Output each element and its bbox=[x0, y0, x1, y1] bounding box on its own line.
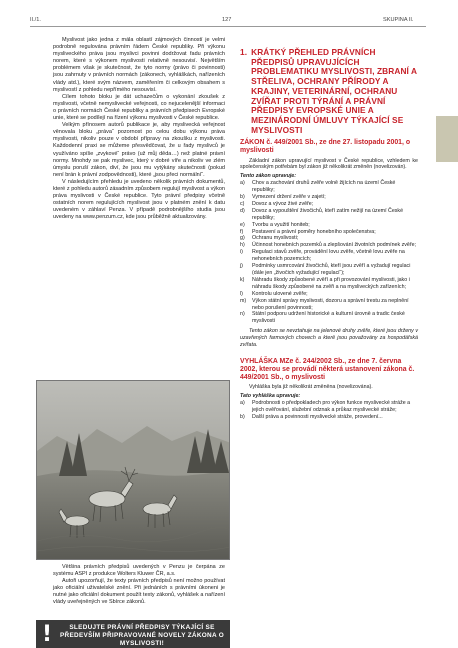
page-number: 127 bbox=[222, 17, 232, 23]
list-item-text: Ochranu myslivosti; bbox=[252, 235, 299, 242]
law-scope-label: Tento zákon upravuje: bbox=[240, 173, 297, 180]
list-item-letter: g) bbox=[240, 235, 245, 242]
list-item-letter: k) bbox=[240, 276, 245, 283]
engraving-image bbox=[37, 381, 230, 560]
decree-scope-list bbox=[240, 400, 418, 421]
list-item-letter: c) bbox=[240, 200, 245, 207]
law-scope-list bbox=[240, 180, 418, 325]
list-item-letter: j) bbox=[240, 263, 243, 270]
list-item bbox=[240, 400, 418, 414]
list-item-text: Státní podporu udržení historické a kulturní úrovně a tradic české myslivosti bbox=[252, 311, 405, 325]
source-notes bbox=[53, 564, 225, 607]
list-item-letter: l) bbox=[240, 290, 243, 297]
list-item bbox=[240, 291, 418, 298]
deer-relief-illustration bbox=[36, 380, 230, 560]
section-title-text: KRÁTKÝ PŘEHLED PRÁVNÍCH PŘEDPISŮ UPRAVUJÍCÍCH PROBLEMATIKU MYSLIVOSTI, ZBRANÍ A STŘELIVA, OCHRANY PŘÍRODY A KRAJINY, VETERINÁRNÍ, OCHRANU ZVÍŘAT PROTI TÝRÁNÍ A PRÁVNÍ PŘEDPISY EVROPSKÉ UNIE A MEZINÁRODNÍ ÚMLUVY TÝKAJÍCÍ SE MYSLIVOSTI bbox=[251, 47, 417, 135]
list-item-text: Regulaci stavů zvěře, provádění lovu zvěře, včetně lovu zvěře na nehonebních pozemcích; bbox=[252, 249, 405, 263]
disclaimer-paragraph: Autoři upozorňují, že texty právních předpisů není možno používat jako oficiální uživatelské znění. Při jednáních s právními úkoneni je nutné jako oficiální dokument použít texty zákonů, vyhlášek a nařízení vlády uveřejněných ve Sbírce zákonů. bbox=[53, 578, 225, 606]
list-item-text: Účinnost honebních pozemků a zlepšování životních podmínek zvěře; bbox=[252, 242, 417, 249]
list-item bbox=[240, 298, 418, 312]
list-item bbox=[240, 201, 418, 208]
list-item-letter: h) bbox=[240, 242, 245, 249]
list-item-text: Náhradu škody způsobené zvěří a při provozování myslivosti, jako i náhradu škody způsobené na zvěři a na mysliveckých zařízeních; bbox=[252, 276, 410, 290]
source-paragraph: Většina právních předpisů uvedených v Penzu je čerpána ze systému ASPI z produkce Wolters Kluwer ČR, a.s. bbox=[53, 564, 225, 578]
decree-heading: VYHLÁŠKA MZe č. 244/2002 Sb., ze dne 7. června 2002, kterou se provádí některá ustanovení zákona č. 449/2001 Sb., o myslivosti bbox=[240, 357, 415, 382]
decree-scope-label: Tato vyhláška upravuje: bbox=[240, 393, 301, 400]
list-item bbox=[240, 277, 418, 291]
law-note: Tento zákon se nevztahuje na jelenové druhy zvěře, které jsou drženy v uzavřených farmových chovech a kterě jsou považovány za hospodářská zvířata. bbox=[240, 328, 418, 349]
law-heading: ZÁKON č. 449/2001 Sb., ze dne 27. listopadu 2001, o myslivosti bbox=[240, 139, 411, 155]
header-group-label: SKUPINA II. bbox=[383, 17, 414, 23]
list-item bbox=[240, 194, 418, 201]
list-item-text: Dovoz a vypouštění živočichů, kteří zatím nežijí na území České republiky; bbox=[252, 207, 404, 221]
list-item-text: Výkon státní správy myslivosti, dozoru a správní trestu za neplnění nebo porušení povinnosti; bbox=[252, 297, 409, 311]
list-item-letter: n) bbox=[240, 311, 245, 318]
header-rule bbox=[30, 26, 426, 27]
intro-paragraph: Velkým přínosem autorů publikace je, aby myslivecká veřejnost věnovala bloku „práva“ pozornost po celou dobu výkonu práva myslivosti, nikoliv pouze v období přípravy na zkoušku z myslivosti. Každodenní praxi se můžeme přesvědčovat, že u řady myslivců je využíváno spíše „zvykové“ právo (už můj děda…) než platné právní normy. Mnohdy se pak myslivec, který v dobré víře a nikoliv ve zlém úmyslu poruší zákon, diví, že jsou mu vytýkány skutečnosti (pokud není brán k právní zodpovědnosti), které „jsou přeci normální“. bbox=[53, 122, 225, 178]
intro-text bbox=[53, 37, 225, 221]
list-item-letter: i) bbox=[240, 249, 243, 256]
list-item-text: Vymezení držení zvěře v zajetí; bbox=[252, 194, 326, 201]
section-number: 1. bbox=[240, 47, 248, 57]
list-item bbox=[240, 249, 418, 263]
intro-paragraph: Cílem tohoto bloku je dát uchazečům o vykonání zkoušek z myslivosti, včetně nemyslivecké veřejnosti, co nejucelenější informaci o právních normách České republiky a právních předpisech Evropské unie, které se podílejí na řízení výkonu myslivosti v České republice. bbox=[53, 93, 225, 122]
list-item-letter: b) bbox=[240, 194, 245, 201]
list-item-text: Postavení a právní pomĕry honebního společenstva; bbox=[252, 228, 376, 235]
legal-overview bbox=[240, 48, 418, 421]
list-item bbox=[240, 222, 418, 229]
list-item bbox=[240, 208, 418, 222]
list-item bbox=[240, 180, 418, 194]
intro-paragraph: V následujícím přehledu je uvedeno několik právních dokumentů, které z pohledu autorů zásadním způsobem regulují myslivost a výkon práva myslivosti v České republice. Tyto právní předpisy včetně ostatních norem regulujících myslivost jsou v platném znění k datu uvedeném v záhlaví Penza. V případě podrobnějšího studia jsou uvedeny na www.penzum.cz, kde jsou průběžně aktualizovány. bbox=[53, 178, 225, 221]
list-item-letter: d) bbox=[240, 207, 245, 214]
decree-description: Vyhláška byla již několikrát změněna (novelizována). bbox=[249, 384, 373, 391]
list-item-text: Další práva a povinnosti myslivecké stráže, provedení... bbox=[252, 413, 383, 420]
exclamation-icon: ! bbox=[42, 622, 53, 647]
list-item-letter: e) bbox=[240, 221, 245, 228]
list-item-text: Podrobnosti o předpokladech pro výkon funkce myslivecké stráže a jejich ověřování, služební odznak a průkaz myslivecké stráže; bbox=[252, 400, 411, 413]
list-item-letter: b) bbox=[240, 413, 245, 420]
list-item-text: Kontrolu ulovené zvěře; bbox=[252, 290, 308, 297]
callout-text: SLEDUJTE PRÁVNÍ PŘEDPISY TÝKAJÍCÍ SE PŘEDEVŠÍM PŘIPRAVOVANÉ NOVELY ZÁKONA O MYSLIVOSTI! bbox=[60, 624, 224, 647]
list-item bbox=[240, 414, 418, 421]
list-item bbox=[240, 263, 418, 277]
list-item bbox=[240, 311, 418, 325]
warning-callout bbox=[36, 620, 230, 648]
list-item-text: Dovoz a vývoz živé zvěře; bbox=[252, 200, 314, 207]
list-item-letter: f) bbox=[240, 228, 244, 235]
list-item-text: Podmínky usmrcování živočichů, kteří jsou zvěří a vyžadují regulaci (dále jen „živočich vyžadující regulaci“); bbox=[252, 263, 411, 277]
list-item-letter: a) bbox=[240, 180, 245, 187]
list-item-text: Tvorbu a využití honiteb; bbox=[252, 221, 310, 228]
law-description: Základní zákon upravující myslivost v České republice, vzhledem ke společenským potřebám byl zákon již několikrát změněn (novelizován). bbox=[240, 157, 418, 171]
list-item bbox=[240, 229, 418, 236]
list-item-letter: a) bbox=[240, 400, 245, 407]
header-section-code: II./1. bbox=[30, 17, 41, 23]
section-tab-marker bbox=[436, 116, 458, 162]
intro-paragraph: Myslivost jako jedna z mála oblastí zájmových činností je velmi podrobně regulována právním řádem České republiky. Při výkonu mysliveckého práva jsou myslivci povinni dodržovat řadu právních norem, které s výkonem myslivosti relativně nesouvisí. Největším problémem však je skutečnost, že tyto normy (právo či povinnosti) jsou zahrnuty v právních normách (zákonech, vyhláškách, nařízeních vlády atd.), které svým názvem, zaměřením či celkovým obsahem s myslivostí z pohledu nepřímého nesouvisí. bbox=[53, 37, 225, 93]
list-item-letter: m) bbox=[240, 297, 247, 304]
section-title bbox=[240, 48, 418, 135]
list-item-text: Chov a zachování druhů zvěře volně žijících na území České republiky; bbox=[252, 180, 396, 194]
